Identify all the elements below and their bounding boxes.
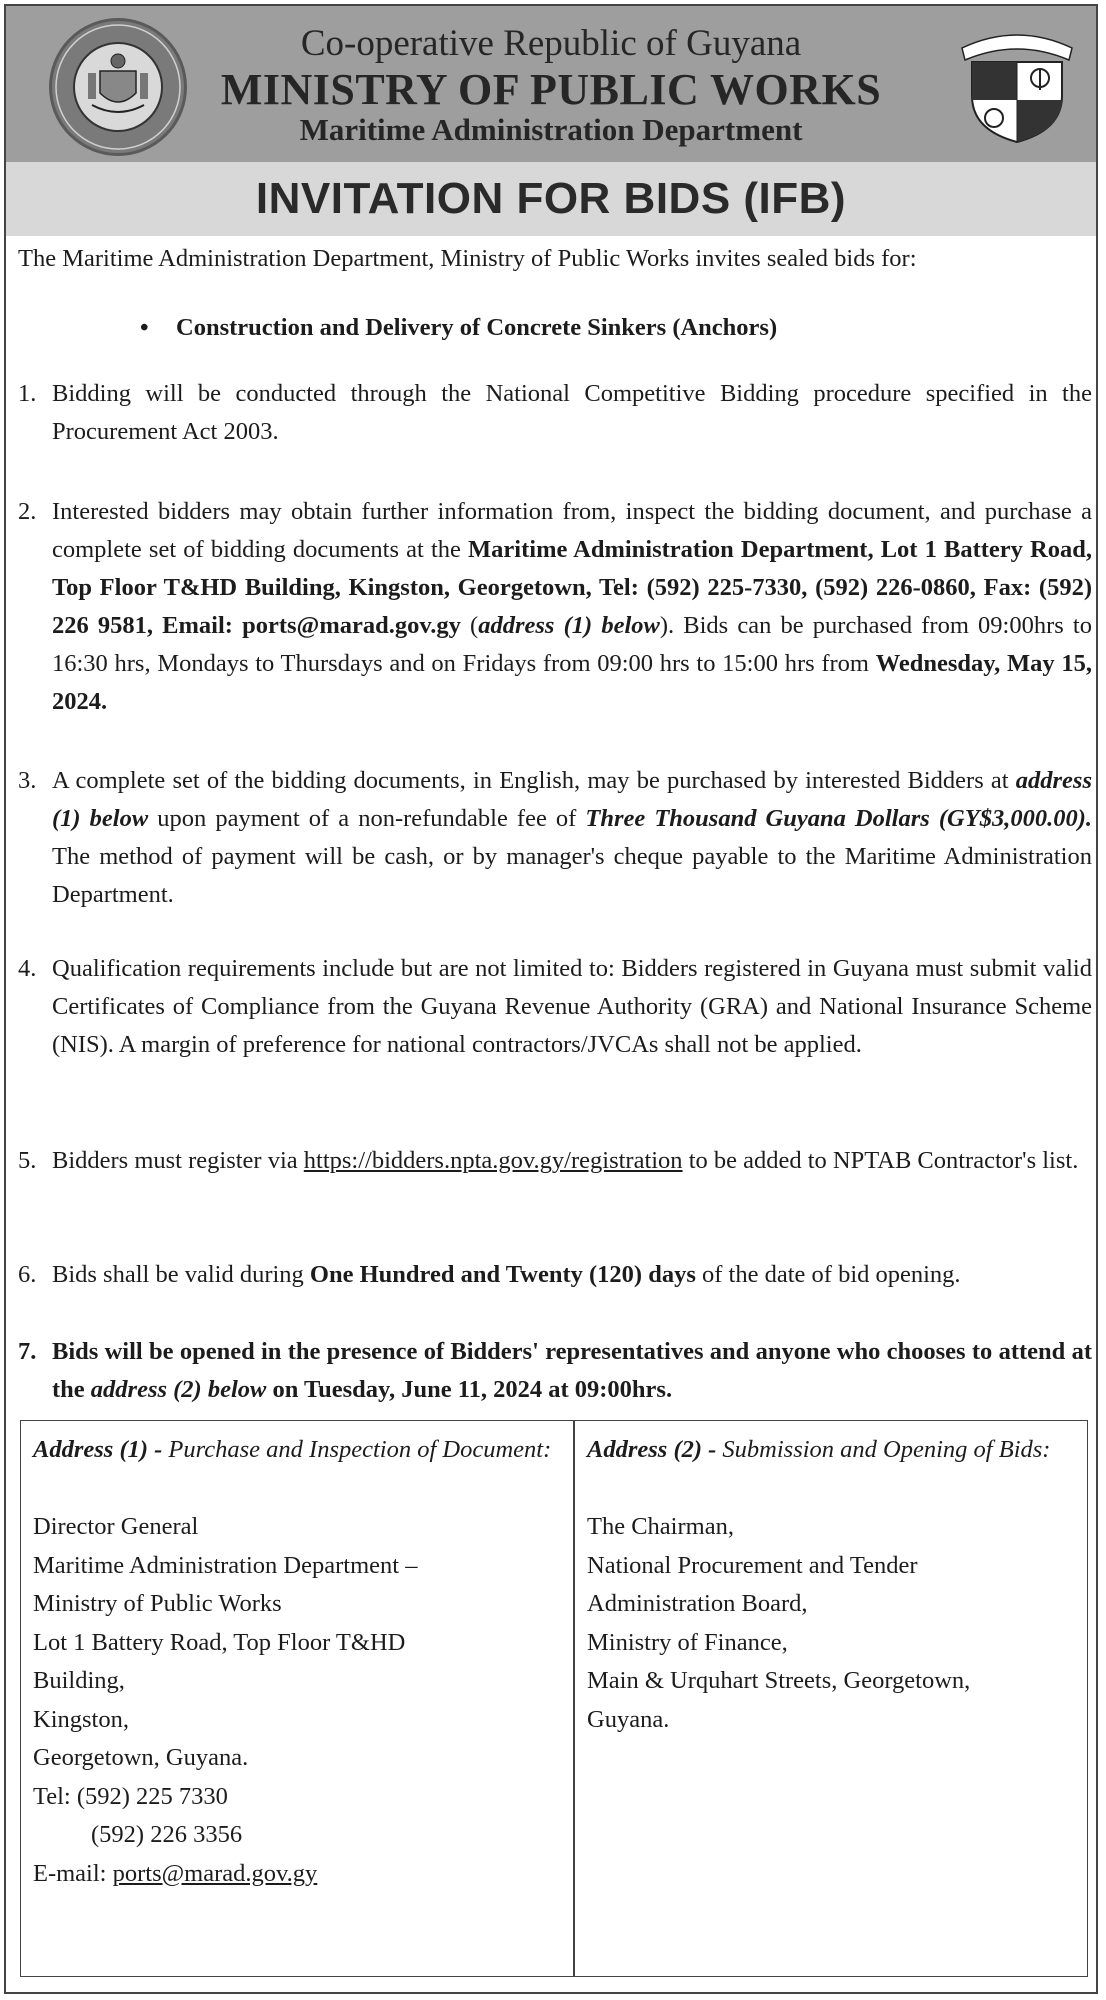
table-divider bbox=[573, 1421, 575, 1976]
notice-title: INVITATION FOR BIDS (IFB) bbox=[255, 174, 847, 223]
clause-3 bbox=[18, 762, 1092, 914]
clause-text: ( bbox=[460, 612, 479, 639]
address-1-column bbox=[33, 1431, 553, 1893]
country-name: Co-operative Republic of Guyana bbox=[300, 23, 802, 64]
clause-bold-italic-text: Three Thousand Guyana Dollars (GY$3,000.00). bbox=[585, 805, 1092, 832]
address-1-phone-alt: (592) 226 3356 bbox=[91, 1821, 243, 1848]
address-2-line: National Procurement and Tender bbox=[587, 1551, 918, 1579]
address-1-label: Address (1) - bbox=[33, 1436, 163, 1463]
maritime-department-crest-logo bbox=[958, 26, 1076, 144]
address-1-line: Maritime Administration Department – bbox=[33, 1551, 418, 1579]
clause-bold-text: One Hundred and Twenty (120) days bbox=[309, 1261, 696, 1288]
address-2-line: Administration Board, bbox=[587, 1590, 808, 1617]
address-2-line: The Chairman, bbox=[587, 1513, 734, 1540]
clause-2 bbox=[18, 493, 1092, 721]
address-1-line: Kingston, bbox=[33, 1705, 129, 1733]
clause-6 bbox=[18, 1256, 1092, 1294]
department-name: Maritime Administration Department bbox=[299, 112, 803, 147]
clause-bold-text: on Tuesday, June 11, 2024 at 09:00hrs. bbox=[266, 1376, 673, 1403]
clause-4 bbox=[18, 950, 1092, 1064]
address-1-line: Ministry of Public Works bbox=[33, 1590, 282, 1617]
clause-bold-italic-text: address (1) below bbox=[52, 767, 1092, 832]
ifb-notice bbox=[4, 4, 1098, 1994]
address-1-line: Building, bbox=[33, 1667, 125, 1694]
clause-text: Bids shall be valid during bbox=[52, 1261, 310, 1288]
clause-number: 1. bbox=[18, 380, 37, 407]
clause-text: to be added to NPTAB Contractor's list. bbox=[682, 1147, 1079, 1174]
clause-bold-text: Wednesday, May 15, 2024. bbox=[52, 650, 1092, 715]
address-2-column bbox=[587, 1431, 1067, 1739]
address-1-line: Lot 1 Battery Road, Top Floor T&HD bbox=[33, 1628, 406, 1656]
address-1-line: Director General bbox=[33, 1513, 199, 1540]
address-1-email-line bbox=[33, 1855, 553, 1894]
address-2-label: Address (2) - bbox=[587, 1436, 717, 1463]
intro-text: The Maritime Administration Department, Ministry of Public Works invites sealed bids for: bbox=[18, 245, 917, 272]
clause-text: Bidders must register via bbox=[52, 1147, 304, 1174]
clause-number: 4. bbox=[18, 955, 37, 982]
clause-bold-text: Maritime Administration Department, Lot 1 Battery Road, Top Floor T&HD Building, Kingston, Georgetown, Tel: (592) 225-7330, (592) 226-0860, Fax: (592) 226 9581, Email: ports@marad.gov.gy bbox=[52, 536, 1092, 639]
ministry-name: MINISTRY OF PUBLIC WORKS bbox=[220, 65, 882, 114]
address-2-description: Submission and Opening of Bids: bbox=[716, 1436, 1051, 1463]
address-1-heading bbox=[33, 1431, 553, 1470]
clause-text: The method of payment will be cash, or by manager's cheque payable to the Maritime Administration Department. bbox=[52, 843, 1092, 908]
bid-item-text: Construction and Delivery of Concrete Sinkers (Anchors) bbox=[176, 314, 778, 341]
clause-text: Interested bidders may obtain further information from, inspect the bidding document, and purchase a complete set of bidding documents at the bbox=[52, 498, 1092, 563]
email-label: E-mail: bbox=[33, 1859, 113, 1887]
header bbox=[6, 6, 1096, 162]
clause-bold-italic-text: address (1) below bbox=[478, 612, 660, 639]
address-1-description: Purchase and Inspection of Document: bbox=[162, 1436, 552, 1463]
address-table bbox=[20, 1420, 1088, 1977]
clause-text: of the date of bid opening. bbox=[695, 1261, 961, 1288]
clause-text: A complete set of the bidding documents, in English, may be purchased by interested Bidders at bbox=[52, 767, 1016, 794]
address-2-heading bbox=[587, 1431, 1067, 1470]
clause-number: 5. bbox=[18, 1147, 37, 1174]
clause-number: 3. bbox=[18, 767, 37, 794]
address-1-line: Georgetown, Guyana. bbox=[33, 1744, 249, 1771]
registration-link[interactable]: https://bidders.npta.gov.gy/registration bbox=[303, 1147, 683, 1174]
email-link[interactable]: ports@marad.gov.gy bbox=[112, 1859, 318, 1887]
clause-1 bbox=[18, 375, 1092, 451]
clause-text: ). Bids can be purchased from 09:00hrs to 16:30 hrs, Mondays to Thursdays and on Fridays from 09:00 hrs to 15:00 hrs from bbox=[52, 612, 1092, 677]
clause-7 bbox=[18, 1333, 1092, 1409]
clause-text: upon payment of a non-refundable fee of bbox=[148, 805, 586, 832]
clause-number: 2. bbox=[18, 498, 37, 525]
bullet-icon: • bbox=[140, 314, 149, 341]
address-2-line: Ministry of Finance, bbox=[587, 1628, 788, 1656]
clause-text: Bidding will be conducted through the National Competitive Bidding procedure specified in the Procurement Act 2003. bbox=[52, 380, 1092, 445]
bid-item bbox=[140, 309, 1076, 347]
title-bar bbox=[6, 162, 1096, 236]
address-2-line: Main & Urquhart Streets, Georgetown, bbox=[587, 1667, 971, 1694]
address-1-phone: Tel: (592) 225 7330 bbox=[33, 1782, 228, 1810]
clause-bold-italic-text: address (2) below bbox=[90, 1376, 267, 1403]
address-2-line: Guyana. bbox=[587, 1705, 670, 1733]
clause-5 bbox=[18, 1142, 1092, 1180]
clause-number: 7. bbox=[18, 1338, 37, 1365]
clause-bold-text: Bids will be opened in the presence of Bidders' representatives and anyone who chooses to attend at the bbox=[52, 1338, 1092, 1403]
clause-text: Qualification requirements include but are not limited to: Bidders registered in Guyana must submit valid Certificates of Compliance from the Guyana Revenue Authority (GRA) and National Insurance Scheme (NIS). A margin of preference for national contractors/JVCAs shall not be applied. bbox=[52, 955, 1092, 1058]
clause-number: 6. bbox=[18, 1261, 37, 1288]
